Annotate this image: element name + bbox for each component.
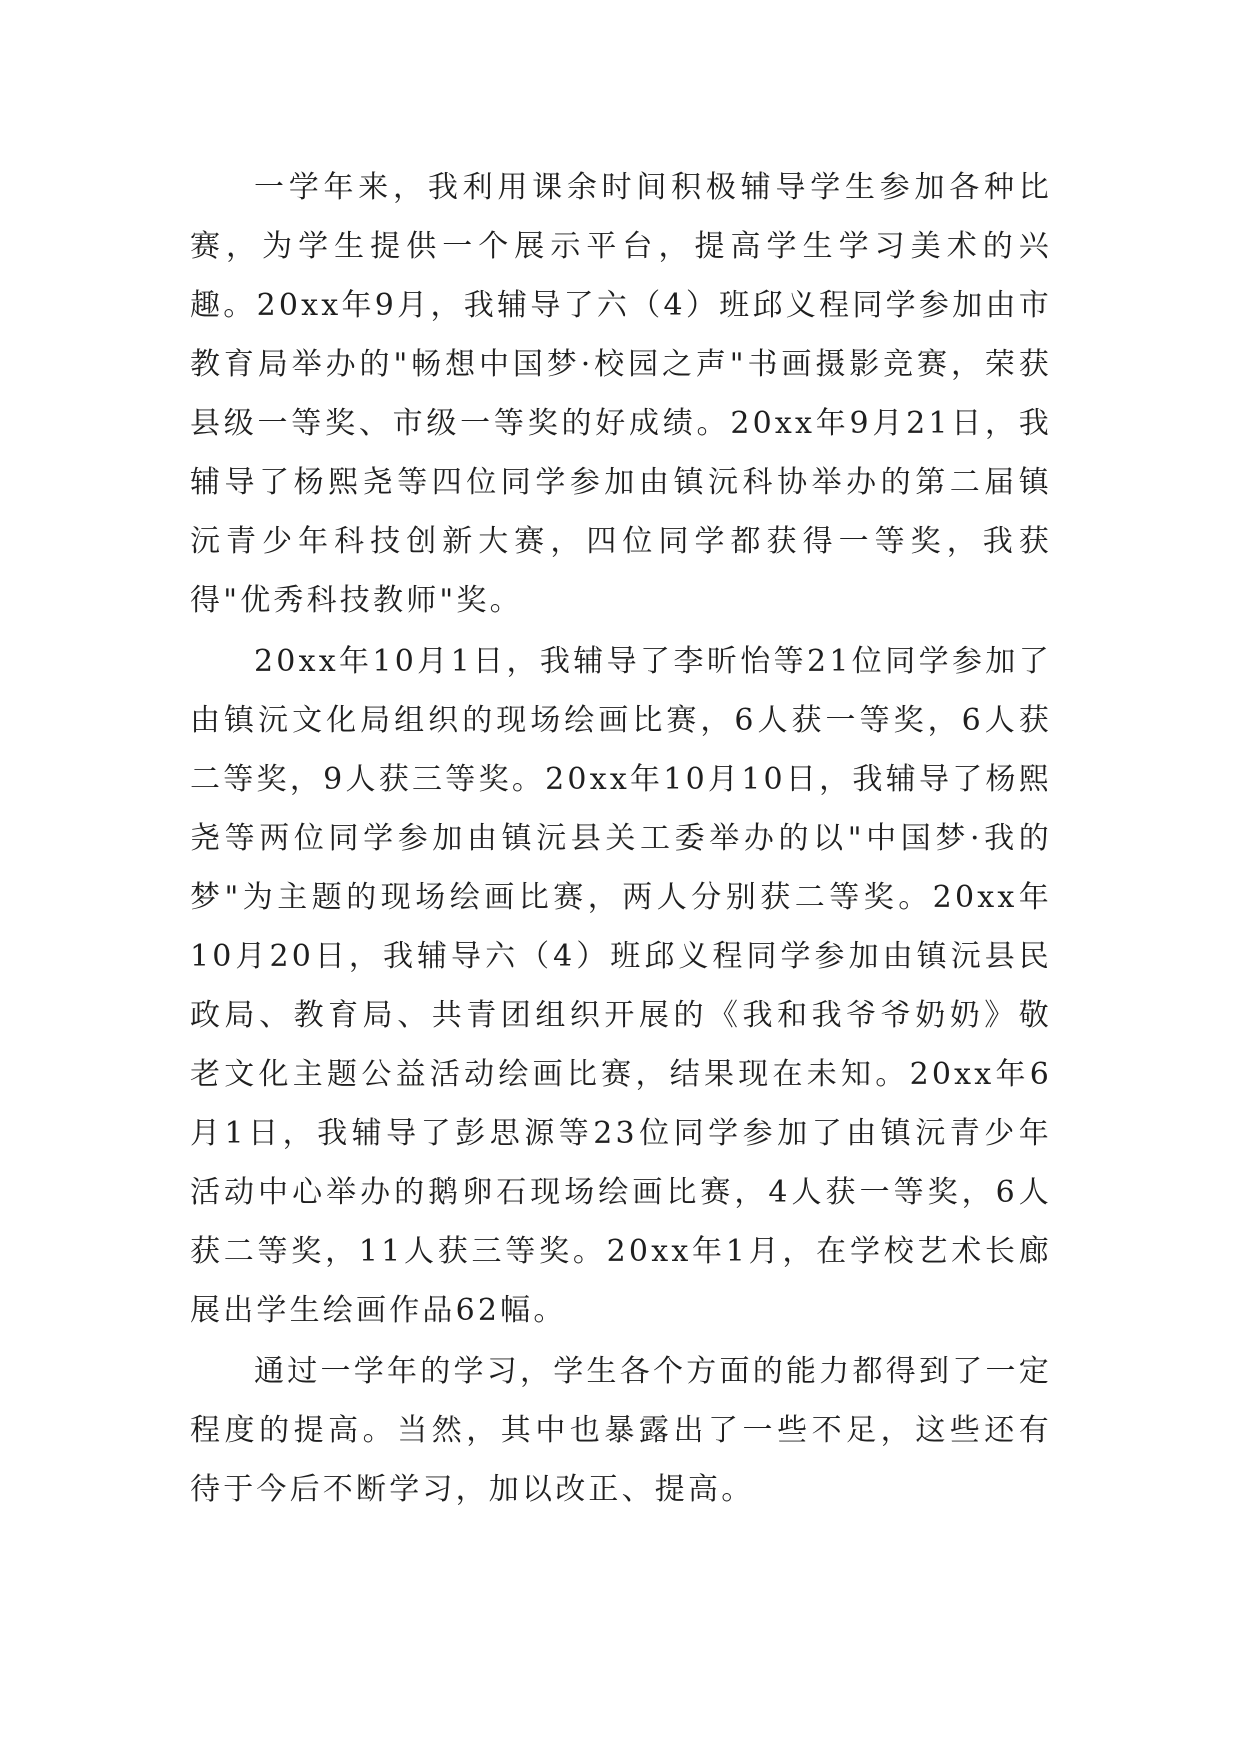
paragraph-competitions-intro: 一学年来，我利用课余时间积极辅导学生参加各种比赛，为学生提供一个展示平台，提高学生学习美术的兴趣。20xx年9月，我辅导了六（4）班邱义程同学参加由市教育局举办的"畅想中国梦·校园之声"书画摄影竞赛，荣获县级一等奖、市级一等奖的好成绩。20xx年9月21日，我辅导了杨熙尧等四位同学参加由镇沅科协举办的第二届镇沅青少年科技创新大赛，四位同学都获得一等奖，我获得"优秀科技教师"奖。 — [190, 170, 1052, 618]
paragraph-competition-results: 20xx年10月1日，我辅导了李昕怡等21位同学参加了由镇沅文化局组织的现场绘画比赛，6人获一等奖，6人获二等奖，9人获三等奖。20xx年10月10日，我辅导了杨熙尧等两位同学参加由镇沅县关工委举办的以"中国梦·我的梦"为主题的现场绘画比赛，两人分别获二等奖。20xx年10月20日，我辅导六（4）班邱义程同学参加由镇沅县民政局、教育局、共青团组织开展的《我和我爷爷奶奶》敬老文化主题公益活动绘画比赛，结果现在未知。20xx年6月1日，我辅导了彭思源等23位同学参加了由镇沅青少年活动中心举办的鹅卵石现场绘画比赛，4人获一等奖，6人获二等奖，11人获三等奖。20xx年1月，在学校艺术长廊展出学生绘画作品62幅。 — [190, 644, 1052, 1328]
paragraph-conclusion: 通过一学年的学习，学生各个方面的能力都得到了一定程度的提高。当然，其中也暴露出了一些不足，这些还有待于今后不断学习，加以改正、提高。 — [190, 1354, 1052, 1507]
document-body — [190, 158, 1052, 1519]
